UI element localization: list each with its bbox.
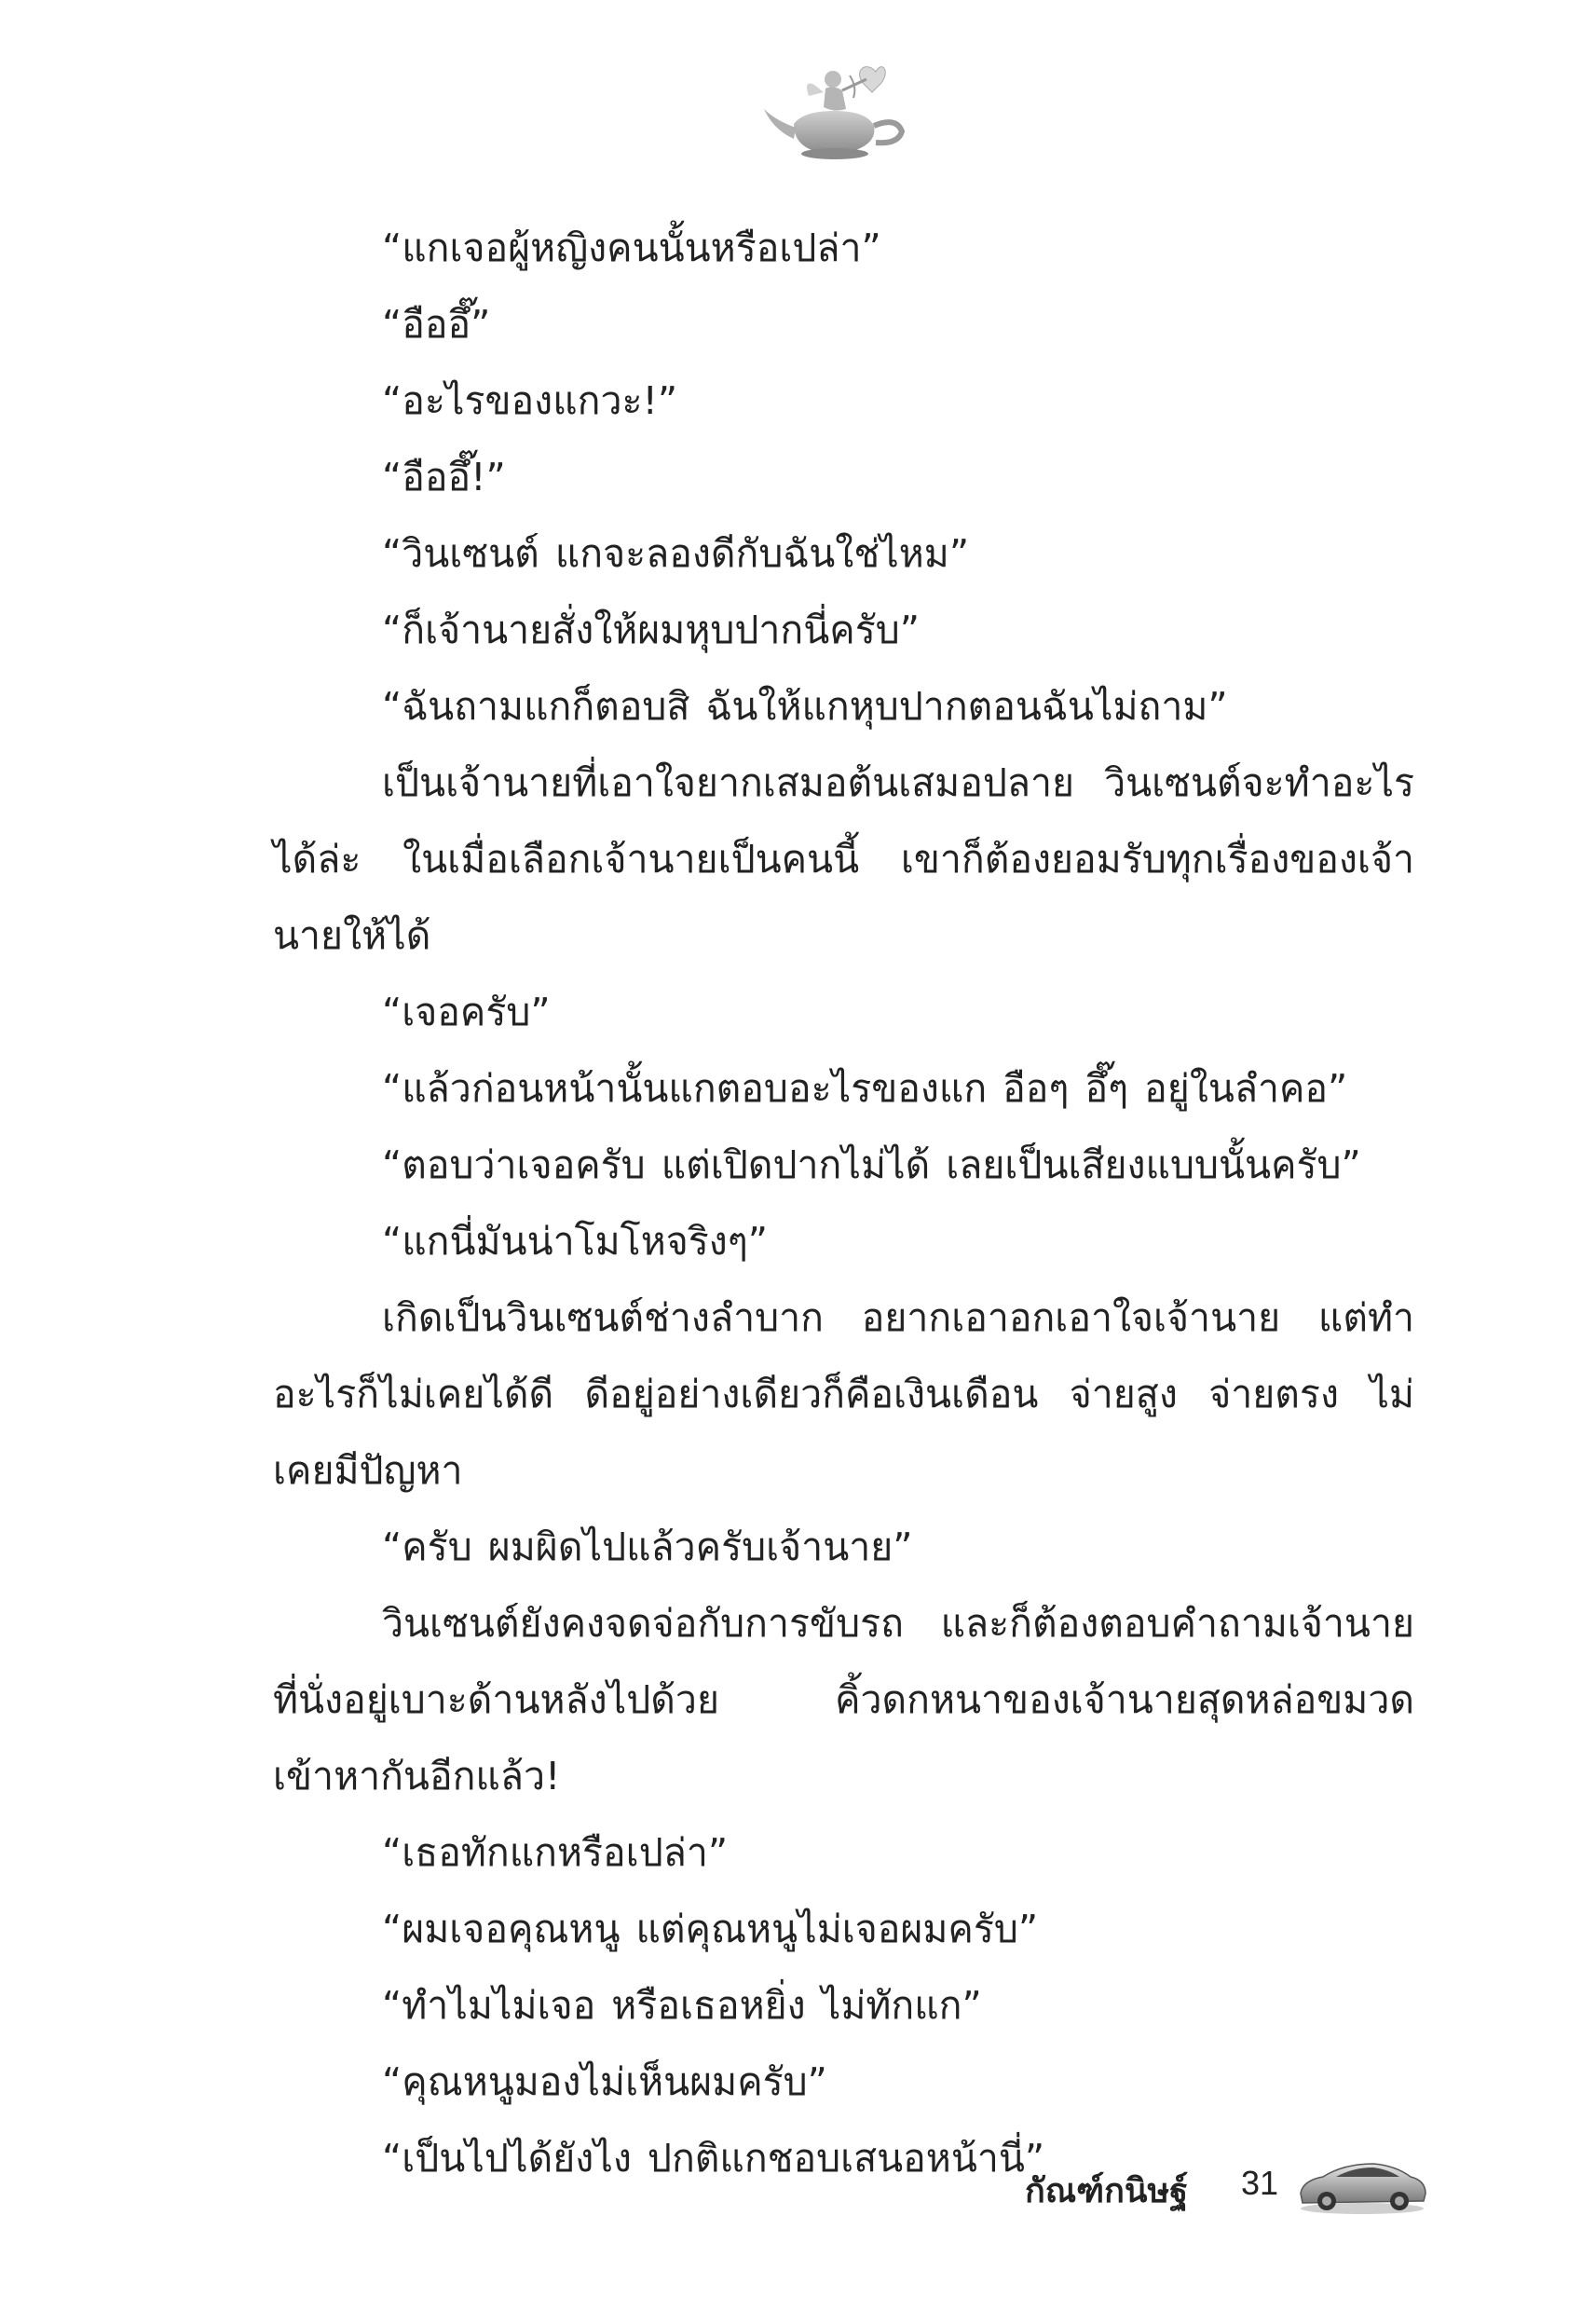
page-number: 31: [1241, 2164, 1279, 2202]
paragraph: “เจอครับ”: [382, 990, 551, 1034]
paragraph: “ทำไมไม่เจอ หรือเธอหยิ่ง ไม่ทักแก”: [382, 1983, 982, 2028]
paragraph: “ครับ ผมผิดไปแล้วครับเจ้านาย”: [382, 1525, 913, 1569]
paragraph: “คุณหนูมองไม่เห็นผมครับ”: [382, 2059, 827, 2104]
cupid-teapot-icon: [757, 51, 915, 163]
paragraph: เป็นเจ้านายที่เอาใจยากเสมอต้นเสมอปลาย วินเซนต์จะทำอะไรได้ล่ะ ในเมื่อเลือกเจ้านายเป็นคนนี้ เขาก็ต้องยอมรับทุกเรื่องของเจ้านายให้ได้: [273, 760, 1414, 958]
paragraph: “เป็นไปได้ยังไง ปกติแกชอบเสนอหน้านี่”: [382, 2136, 1045, 2181]
paragraph: “อืออึ๊”: [382, 302, 491, 347]
paragraph: “แกเจอผู้หญิงคนนั้นหรือเปล่า”: [382, 226, 881, 270]
paragraph: “แล้วก่อนหน้านั้นแกตอบอะไรของแก อือๆ อึ๊ๆ อยู่ในลำคอ”: [382, 1066, 1348, 1111]
author-name: กัณฑ์กนิษฐ์: [1025, 2172, 1189, 2210]
paragraph: “ก็เจ้านายสั่งให้ผมหุบปากนี่ครับ”: [382, 608, 921, 652]
paragraph: “อืออึ๊!”: [382, 455, 506, 499]
text-body: [273, 210, 1414, 2196]
paragraph: “อะไรของแกวะ!”: [382, 378, 678, 423]
paragraph: “เธอทักแกหรือเปล่า”: [382, 1830, 729, 1875]
paragraph: “ตอบว่าเจอครับ แต่เปิดปากไม่ได้ เลยเป็นเสียงแบบนั้นครับ”: [382, 1142, 1361, 1187]
paragraph: “ผมเจอคุณหนู แต่คุณหนูไม่เจอผมครับ”: [382, 1907, 1039, 1951]
paragraph: วินเซนต์ยังคงจดจ่อกับการขับรถ และก็ต้องตอบคำถามเจ้านายที่นั่งอยู่เบาะด้านหลังไปด้วย คิ้วดกหนาของเจ้านายสุดหล่อขมวดเข้าหากันอีกแล้ว!: [273, 1601, 1414, 1798]
paragraph: “ฉันถามแกก็ตอบสิ ฉันให้แกหุบปากตอนฉันไม่ถาม”: [382, 684, 1228, 729]
paragraph: “แกนี่มันน่าโมโหจริงๆ”: [382, 1219, 769, 1264]
sports-car-icon: [1295, 2153, 1430, 2218]
page-footer: [1025, 2153, 1435, 2218]
paragraph: “วินเซนต์ แกจะลองดีกับฉันใช่ไหม”: [382, 531, 970, 576]
paragraph: เกิดเป็นวินเซนต์ช่างลำบาก อยากเอาอกเอาใจเจ้านาย แต่ทำอะไรก็ไม่เคยได้ดี ดีอยู่อย่างเดียวก็คือเงินเดือน จ่ายสูง จ่ายตรง ไม่เคยมีปัญหา: [273, 1295, 1414, 1493]
